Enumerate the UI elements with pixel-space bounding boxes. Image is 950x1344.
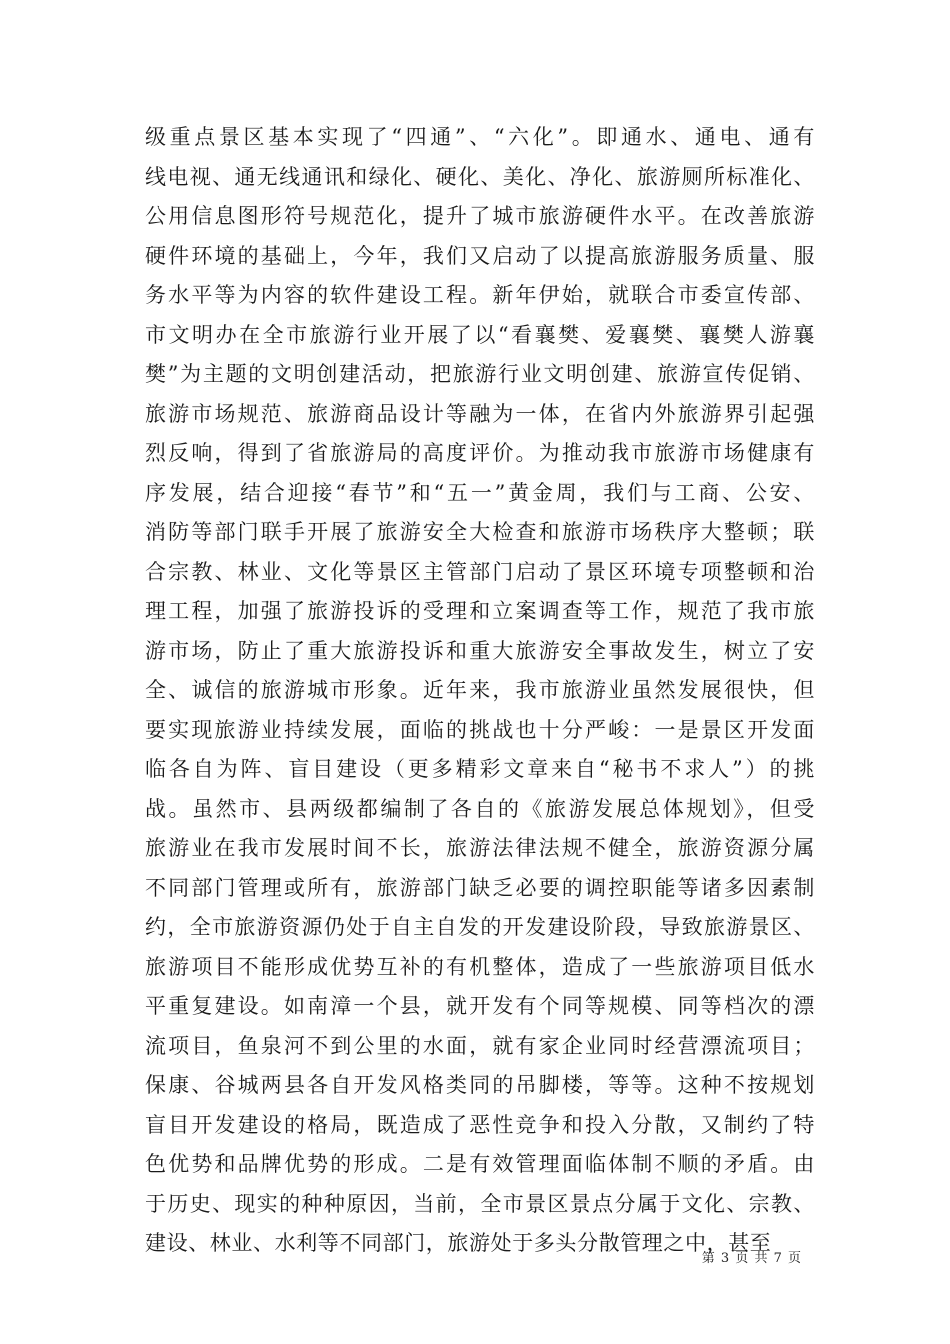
text-line: 硬件环境的基础上，今年，我们又启动了以提高旅游服务质量、服 [145, 243, 815, 268]
text-line: 游市场，防止了重大旅游投诉和重大旅游安全事故发生，树立了安 [145, 638, 815, 663]
page-number: 第 3 页 共 7 页 [701, 1251, 802, 1266]
text-line: 旅游业在我市发展时间不长，旅游法律法规不健全，旅游资源分属 [145, 836, 815, 860]
text-line: 序发展，结合迎接“春节”和“五一”黄金周，我们与工商、公安、 [145, 480, 815, 505]
text-line: 临各自为阵、盲目建设（更多精彩文章来自“秘书不求人”）的挑 [145, 757, 815, 781]
text-line: 不同部门管理或所有，旅游部门缺乏必要的调控职能等诸多因素制 [145, 875, 815, 900]
text-line: 旅游项目不能形成优势互补的有机整体，造成了一些旅游项目低水 [145, 954, 815, 979]
text-line: 旅游市场规范、旅游商品设计等融为一体，在省内外旅游界引起强 [145, 401, 815, 426]
text-line: 保康、谷城两县各自开发风格类同的吊脚楼，等等。这种不按规划 [145, 1073, 815, 1097]
text-line: 全、诚信的旅游城市形象。近年来，我市旅游业虽然发展很快，但 [145, 678, 815, 702]
body-text [145, 118, 815, 1264]
text-line: 级重点景区基本实现了“四通”、“六化”。即通水、通电、通有 [145, 125, 815, 149]
text-line: 务水平等为内容的软件建设工程。新年伊始，就联合市委宣传部、 [145, 283, 815, 307]
text-line: 消防等部门联手开展了旅游安全大检查和旅游市场秩序大整顿；联 [145, 520, 815, 544]
text-line: 市文明办在全市旅游行业开展了以“看襄樊、爱襄樊、襄樊人游襄 [145, 322, 815, 347]
text-line: 樊”为主题的文明创建活动，把旅游行业文明创建、旅游宣传促销、 [145, 362, 815, 386]
text-line: 建设、林业、水利等不同部门，旅游处于多头分散管理之中，甚至 [145, 1231, 772, 1255]
text-line: 合宗教、林业、文化等景区主管部门启动了景区环境专项整顿和治 [145, 559, 815, 584]
text-line: 流项目，鱼泉河不到公里的水面，就有家企业同时经营漂流项目； [145, 1033, 815, 1058]
text-line: 烈反响，得到了省旅游局的高度评价。为推动我市旅游市场健康有 [145, 441, 815, 465]
text-line: 战。虽然市、县两级都编制了各自的《旅游发展总体规划》，但受 [145, 796, 815, 821]
text-line: 要实现旅游业持续发展，面临的挑战也十分严峻：一是景区开发面 [145, 717, 815, 742]
text-line: 于历史、现实的种种原因，当前，全市景区景点分属于文化、宗教、 [145, 1191, 815, 1216]
text-line: 约，全市旅游资源仍处于自主自发的开发建设阶段，导致旅游景区、 [145, 915, 815, 939]
text-line: 平重复建设。如南漳一个县，就开发有个同等规模、同等档次的漂 [145, 994, 815, 1018]
text-line: 色优势和品牌优势的形成。二是有效管理面临体制不顺的矛盾。由 [145, 1152, 815, 1176]
text-line: 盲目开发建设的格局，既造成了恶性竞争和投入分散，又制约了特 [145, 1112, 815, 1137]
text-line: 公用信息图形符号规范化，提升了城市旅游硬件水平。在改善旅游 [145, 204, 815, 228]
text-line: 理工程，加强了旅游投诉的受理和立案调查等工作，规范了我市旅 [145, 599, 815, 623]
text-line: 线电视、通无线通讯和绿化、硬化、美化、净化、旅游厕所标准化、 [145, 164, 815, 189]
